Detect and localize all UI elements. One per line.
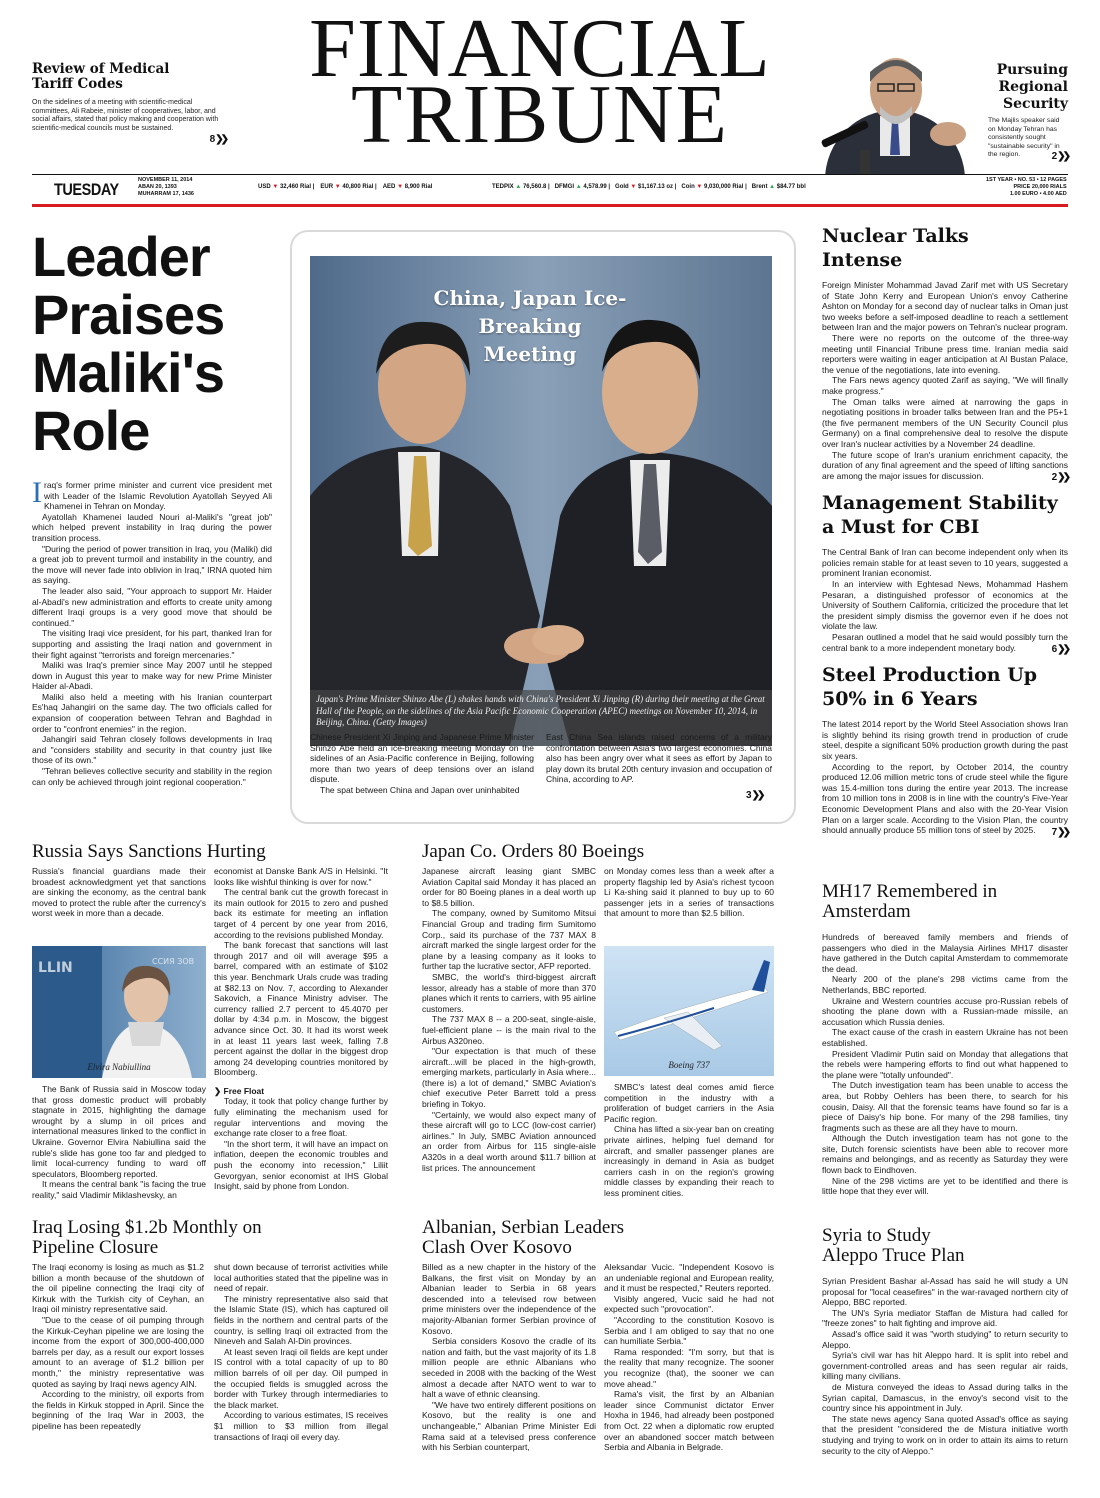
kosovo-story[interactable]	[422, 1217, 796, 1453]
iraq-col-1: The Iraqi economy is losing as much as $1.2 billion a month because of the shutdown of the oil pipeline connecting the Iraqi city of Kirkuk with the Turkish city of Ceyhan, an Iraqi oil ministry representative said. "Due to the cease of oil pumping through the Kirkuk-Ceyhan pipeline we are losing the income from the export of 300,000-400,000 barrels per day, as a result our export losses amount to an average of $1.2 billion per month," the ministry representative was quoted as saying by Iraqi news agency AIN. According to the ministry, oil exports from the fields in Kirkuk stopped in April. Since the beginning of the Iraq War in 2003, the pipeline has been repeatedly	[32, 1262, 204, 1431]
feature-caption: Japan's Prime Minister Shinzo Abe (L) shakes hands with China's President Xi Jinping (R) during their meeting at the Great Hall of the People, on the sidelines of the Asia Pacific Economic Cooperation (APEC) meetings on November 10, 2014, in Beijing, China. (Getty Images)	[316, 694, 765, 727]
chevron-right-icon: ❯❯	[1057, 472, 1068, 484]
mh17-story[interactable]	[822, 882, 1068, 1197]
japan-col-1: Japanese aircraft leasing giant SMBC Aviation Capital said Monday it has placed an order for 80 Boeing planes in a deal worth up to $8.5 billion. The company, owned by Sumitomo Mitsui Financial Group and trading firm Sumitomo Corp., said its purchase of the 737 MAX 8 aircraft marked the single largest order for the plane by a leasing company as it looks to further tap the lucrative sector, AFP reported. SMBC, the world's third-biggest aircraft lessor, already has a stable of more than 370 planes which it rents to carriers, with 95 airline customers. The 737 MAX 8 -- a 200-seat, single-aisle, fuel-efficient plane -- is the main rival to the Airbus A320neo. "Our expectation is that much of these aircraft...will be placed in the high-growth, emerging markets, particularly in Asia where...(there is) a lot of demand," SMBC Aviation's chief executive Peter Barrett told a press briefing in Tokyo. "Certainly, we would also expect many of these aircraft will go to LCC (low-cost carrier) airlines." In July, SMBC Aviation announced an order from Airbus for 115 single-aisle A320s in a deal worth around $11.7 billion at list prices. The announcement	[422, 866, 596, 1173]
japan-headline: Japan Co. Orders 80 Boeings	[422, 841, 645, 862]
arrow-up-icon: ▲	[575, 184, 582, 190]
arrow-down-icon: ▼	[334, 184, 341, 190]
russia-col-2: economist at Danske Bank A/S in Helsinki. "It looks like wishful thinking is over for now." The central bank cut the growth forecast in its main outlook for 2015 to zero and pushed back its estimate for meeting an inflation target of 4 percent by one year from 2016, according to the revisions published Monday. The bank forecast that sanctions will last through 2017 and oil will average $95 a barrel, compared with an estimate of $102 this year. Benchmark Urals crude was trading at $82.13 on Nov. 7, according to Alexander Sakovich, a Finance Ministry adviser. The currency rallied 2.7 percent to 45.4070 per dollar by 4:34 p.m. in Moscow, the biggest advance since Oct. 30. It had its worst week in at least 11 years last week, falling 7.8 percent against the dollar in the biggest drop among 24 developing countries monitored by Bloomberg. ❯ Free Float Today, it took that policy change further by fully eliminating the mechanism used for regular interventions and moving the exchange rate closer to a free float. "In the short term, it will have an impact on inflation, deepen the economic troubles and push the economy into recession," Liliit Gevorgyan, senior economist at IHS Global Insight, said by phone from London.	[214, 866, 388, 1192]
kosovo-headline: Albanian, Serbian Leaders Clash Over Kosovo	[422, 1217, 625, 1258]
iraq-col-2: shut down because of terrorist activities while local authorities stated that the pipeline was in need of repair. The ministry representative also said that the Islamic State (IS), which has captured oil fields in the northern and central parts of the country, is selling Iraqi oil extracted from the Nineveh and Salah Al-Din provinces. At least seven Iraqi oil fields are kept under IS control with a total capacity of up to 80 million barrels of oil per day. Oil pumped in the occupied fields is smuggled across the border with Turkey through intermediaries to the black market. According to various estimates, IS receives $1 million to $3 million from illegal transactions of Iraqi oil every day.	[214, 1262, 388, 1442]
title-line-2: TRIBUNE	[351, 68, 729, 161]
feature-photo	[310, 256, 772, 746]
chevron-right-icon: ❯❯	[1057, 150, 1068, 162]
left-teaser-page-ref[interactable]: 8❯❯	[209, 134, 226, 146]
arrow-down-icon: ▼	[630, 184, 637, 190]
cbi-page-ref[interactable]: 6❯❯	[1051, 644, 1068, 656]
feature-box[interactable]	[290, 230, 796, 824]
arrow-up-icon: ▲	[515, 184, 522, 190]
cbi-body: The Central Bank of Iran can become independent only when its policies remain stable for at least seven to 10 years, suggested a prominent Iranian economist. In an interview with Eghtesad News, Mohammad Hashem Pesaran, a distinguished professor of economics at the University of Southern California, criticized the procedure that let the president simply dismiss the governor even if he does not violate the law. Pesaran outlined a model that he said would possibly turn the central bank to a more independent monetary body.	[822, 547, 1068, 653]
dateline-dates: NOVEMBER 11, 2014 ABAN 20, 1393 MUHARRAM 17, 1436	[138, 177, 194, 197]
dateline-day: TUESDAY	[54, 180, 119, 199]
ticker-tedpix: TEDPIX ▲ 76,560.8 |	[492, 184, 550, 190]
cbi-headline: Management Stability a Must for CBI	[822, 492, 1058, 539]
nuclear-story[interactable]	[822, 224, 1068, 483]
kosovo-col-1: Billed as a new chapter in the history of the Balkans, the first visit on Monday by an Albanian leader to Serbia in 68 years descended into a televised row between prime ministers over the independence of the majority-Albanian former Serbian province of Kosovo. Serbia considers Kosovo the cradle of its nation and faith, but the vast majority of its 1.8 million people are ethnic Albanians who seceded in 2008 with the backing of the West almost a decade after NATO went to war to halt a wave of ethnic cleansing. "We have two entirely different positions on Kosovo, but the reality is one and unchangeable," Albanian Prime Minister Edi Rama said at a televised press conference with his Serbian counterpart,	[422, 1262, 596, 1453]
svg-text:LLIN: LLIN	[38, 960, 73, 976]
arrow-down-icon: ▼	[696, 184, 703, 190]
ticker-aed: AED ▼ 8,900 Rial	[382, 184, 433, 190]
speaker-illustration	[800, 30, 986, 174]
syria-headline: Syria to Study Aleppo Truce Plan	[822, 1225, 965, 1266]
russia-subhead: ❯ Free Float	[214, 1085, 265, 1096]
newspaper-title	[280, 2, 800, 161]
svg-text:ССИЯ ЗОВ: ССИЯ ЗОВ	[152, 957, 195, 966]
speaker-photo	[800, 30, 986, 174]
steel-body: The latest 2014 report by the World Steel Association shows Iran is slightly behind its rising growth trend in production of crude steel, despite a significant 50% production growth during the past six years. According to the report, by October 2014, the country produced 12.06 million metric tons of crude steel while the figure was 15.4-million tons during the entire year 2013. The increase from 10 million tons in 2008 is in line with the country's Five-Year Economic Development Plans and also with the 20-Year Vision Plan on a larger scale. According to the Vision Plan, the country should annually produce 55 million tons of steel by 2025.	[822, 719, 1068, 836]
ticker-usd: USD ▼ 32,460 Rial |	[258, 184, 315, 190]
boeing-photo-caption: Boeing 737	[668, 1060, 710, 1070]
arrow-down-icon: ▼	[397, 184, 404, 190]
nuclear-page-ref[interactable]: 2❯❯	[1051, 472, 1068, 484]
chevron-right-icon: ❯❯	[215, 134, 226, 146]
russia-story[interactable]	[32, 841, 406, 1200]
russia-photo	[32, 946, 206, 1078]
left-teaser[interactable]	[32, 62, 226, 145]
syria-story[interactable]	[822, 1226, 1068, 1456]
right-teaser[interactable]	[988, 62, 1068, 162]
lead-body: Iraq's former prime minister and current vice president met with Leader of the Islamic Revolution Ayatollah Seyyed Ali Khamenei in Tehran on Monday. Ayatollah Khamenei lauded Nouri al-Maliki's "great job" which helped prevent instability in Iraq during the power transition process. "During the period of power transition in Iraq, you (Maliki) did a great job to prevent turmoil and instability in the country, and the move will never fade into oblivion in Iraq," IRNA quoted him as saying. The leader also said, "Your approach to support Mr. Haider al-Abadi's new administration and efforts to create unity among different Iraqi groups is a very good move that should be continued." The visiting Iraqi vice president, for his part, thanked Iran for supporting and assisting the Iraqi nation and government in their fight against "terrorists and foreign mercenaries." Maliki was Iraq's premier since May 2007 until he stepped down in August this year to make way for new Prime Minister Haider al-Abadi. Maliki also held a meeting with his Iranian counterpart Es'haq Jahangiri on the same day. The two officials called for expansion of cooperation between Tehran and Baghdad in order to "confront enemies" in the region. Jahangiri said Tehran closely follows developments in Iraq and "considers stability and security in that country just like those of its own." "Tehran believes collective security and stability in the region can only be achieved through joint regional cooperation."	[32, 476, 272, 787]
iraq-story[interactable]	[32, 1217, 406, 1442]
masthead	[0, 0, 1100, 212]
nuclear-headline: Nuclear Talks Intense	[822, 225, 969, 271]
issue-info: 1ST YEAR • NO. 53 • 12 PAGES PRICE 20,000 RIALS 1.00 EURO • 4.00 AED	[986, 177, 1067, 197]
left-teaser-text: On the sidelines of a meeting with scientific-medical committees, Ali Rabeie, minister of cooperatives, labor, and social affairs, stated that policy making and cooperation with scientific-medical councils must be sustained.	[32, 99, 219, 132]
right-column	[822, 224, 1068, 838]
right-teaser-page-ref[interactable]: 2❯❯	[1051, 150, 1068, 162]
lead-story[interactable]	[32, 225, 272, 787]
russia-col-1-top: Russia's financial guardians made their broadest acknowledgment yet that sanctions are sinking the economy, as the central bank moved to protect the ruble after the currency's worst week in more than a decade.	[32, 866, 206, 919]
drop-cap: I	[32, 476, 42, 509]
mh17-body: Hundreds of bereaved family members and friends of passengers who died in the Malaysia Airlines MH17 disaster have gathered in the Dutch capital Amsterdam to commemorate the dead. Nearly 200 of the plane's 298 victims came from the Netherlands, BBC reported. Ukraine and Western countries accuse pro-Russian rebels of shooting the plane down with a Russian-made missile, an accusation which Russia denies. The exact cause of the crash in eastern Ukraine has not been established. President Vladimir Putin said on Monday that allegations that the rebels were hampering efforts to find out what happened to the plane were "totally unfounded". The Dutch investigation team has been unable to access the area, but Robby Oehlers has been there, to search for his cousin, Daisy. All that the forensic teams have found so far is a piece of Daisy's hip bone. For many of the 298 families, tiny fragments such as these are all they have to mourn. Although the Dutch investigation team has not gone to the site, Dutch forensic scientists have been able to recover more remains and belongings, and as recently as Saturday they were flown back to Eindhoven. Nine of the 298 victims are yet to be identified and there is little hope that they ever will.	[822, 932, 1068, 1197]
dateline-top-rule	[32, 174, 1068, 175]
japan-story[interactable]	[422, 841, 796, 1198]
nuclear-body: Foreign Minister Mohammad Javad Zarif met with US Secretary of State John Kerry and European Union's envoy Catherine Ashton on Monday for a second day of nuclear talks in Oman just two weeks before a self-imposed deadline to reach a settlement between Iran and the major powers on Tehran's nuclear program. There were no reports on the outcome of the three-way meeting until Financial Tribune press time. Iranian media said reporters were waiting in eager anticipation at Al Bustan Palace, the venue of the negotiations, late into evening. The Fars news agency quoted Zarif as saying, "We will finally make progress." The Oman talks were aimed at narrowing the gaps in negotiating positions in broader talks between Iran and the P5+1 (the five permanent members of the UN Security Council plus Germany) on a final comprehensive deal to resolve the dispute over Iran's nuclear activities by a November 24 deadline. The future scope of Iran's uranium enrichment capacity, the duration of any final agreement and the speed of lifting sanctions are among the major issues for discussion.	[822, 280, 1068, 481]
syria-body: Syrian President Bashar al-Assad has said he will study a UN proposal for "local ceasefires" in the war-ravaged northern city of Aleppo, BBC reported. The UN's Syria mediator Staffan de Mistura had called for "freeze zones" to halt fighting and improve aid. Assad's office said it was "worth studying" to return security to Aleppo. Syria's civil war has hit Aleppo hard. It is split into rebel and government-controlled areas and has seen regular air raids, killing many civilians. de Mistura conveyed the ideas to Assad during talks in the Syrian capital, Damascus, in the envoy's second visit to the country since his appointment in July. The state news agency Sana quoted Assad's office as saying that the president "considered the de Mistura initiative worth studying and trying to work on in order to attain its aims to return security to the city of Aleppo."	[822, 1276, 1068, 1456]
ticker-coin: Coin ▼ 9,030,000 Rial |	[681, 184, 747, 190]
russia-col-1-bottom: The Bank of Russia said in Moscow today that gross domestic product will probably stagnate in 2015, highlighting the damage wrought by a slump in oil prices and international measures linked to the conflict in Ukraine. Governor Elvira Nabiullina said the ruble's slide has gone too far and pledged to limit local-currency funding to ward off speculators, Bloomberg reported. It means the central bank "is facing the true reality," said Vladimir Miklashevsky, an	[32, 1084, 206, 1200]
currency-tickers	[258, 184, 432, 190]
chevron-right-icon: ❯❯	[1057, 644, 1068, 656]
russia-photo-caption: Elvira Nabiullina	[87, 1062, 151, 1072]
chevron-right-icon: ❯	[214, 1085, 222, 1096]
ticker-gold: Gold ▼ $1,167.13 oz |	[615, 184, 677, 190]
feature-page-ref[interactable]: 3❯❯	[746, 790, 763, 801]
market-tickers	[492, 184, 806, 190]
left-teaser-headline: Review of Medical Tariff Codes	[32, 61, 170, 92]
title-line-1: FINANCIAL	[309, 2, 771, 95]
chevron-right-icon: ❯❯	[1057, 826, 1068, 838]
ticker-eur: EUR ▼ 40,800 Rial |	[320, 184, 377, 190]
feature-col-1: Chinese President Xi Jinping and Japanese Prime Minister Shinzo Abe held an ice-breaking meeting Monday on the sidelines of an Asia-Pacific conference in Beijing, following more than two years of deep tensions over an island dispute. The spat between China and Japan over uninhabited	[310, 732, 534, 795]
boeing-photo	[604, 946, 774, 1076]
arrow-down-icon: ▼	[272, 184, 279, 190]
steel-story[interactable]	[822, 663, 1068, 838]
arrow-up-icon: ▲	[769, 184, 776, 190]
mh17-headline: MH17 Remembered in Amsterdam	[822, 881, 998, 922]
nabiullina-illustration	[32, 946, 206, 1078]
right-teaser-text: The Majlis speaker said on Monday Tehran has consistently sought "sustainable security" in the region.	[988, 117, 1060, 159]
right-teaser-headline: Pursuing Regional Security	[996, 62, 1068, 112]
ticker-dfmgi: DFMGI ▲ 4,578.99 |	[554, 184, 611, 190]
masthead-red-rule	[32, 204, 1068, 207]
feature-headline: China, Japan Ice-Breaking Meeting	[433, 286, 627, 366]
steel-headline: Steel Production Up 50% in 6 Years	[822, 664, 1038, 711]
ticker-brent: Brent ▲ $84.77 bbl	[751, 184, 806, 190]
lead-headline: Leader Praises Maliki's Role	[32, 225, 225, 462]
iraq-headline: Iraq Losing $1.2b Monthly on Pipeline Closure	[32, 1217, 262, 1258]
airplane-illustration	[604, 946, 774, 1076]
russia-headline: Russia Says Sanctions Hurting	[32, 841, 266, 862]
kosovo-col-2: Aleksandar Vucic. "Independent Kosovo is an undeniable regional and European reality, and it must be respected," Reuters reported. Visibly angered, Vucic said he had not expected such "provocation". "According to the constitution Kosovo is Serbia and I am obliged to say that no one can humiliate Serbia." Rama responded: "I'm sorry, but that is the reality that many recognize. The sooner you recognize (that), the sooner we can move ahead." Rama's visit, the first by an Albanian leader since Communist dictator Enver Hoxha in 1946, had already been postponed from Oct. 22 when a diplomatic row erupted over an abandoned soccer match between Serbia and Albania in Belgrade.	[604, 1262, 774, 1453]
cbi-story[interactable]	[822, 491, 1068, 655]
japan-col-2-bottom: SMBC's latest deal comes amid fierce competition in the industry with a proliferation of budget carriers in the Asia Pacific region. China has lifted a six-year ban on creating private airlines, helping fuel demand for aircraft, and smaller passenger planes are increasingly in demand in Asia as budget carriers cash in on the region's growing middle classes by expanding their reach to less prominent cities.	[604, 1082, 774, 1198]
steel-page-ref[interactable]: 7❯❯	[1051, 826, 1068, 838]
japan-col-2-top: on Monday comes less than a week after a property flagship led by Asia's richest tycoon Li Ka-shing said it planned to buy up to 60 passenger jets in a series of transactions that amount to more than $2.5 billion.	[604, 866, 774, 919]
feature-col-2: East China Sea islands raised concerns of a military confrontation between Asia's two largest economies. China also has been angry over what it sees as effort by Japan to play down its brutal 20th century invasion and occupation of China, according to AP.	[546, 732, 772, 785]
chevron-right-icon: ❯❯	[751, 790, 763, 801]
